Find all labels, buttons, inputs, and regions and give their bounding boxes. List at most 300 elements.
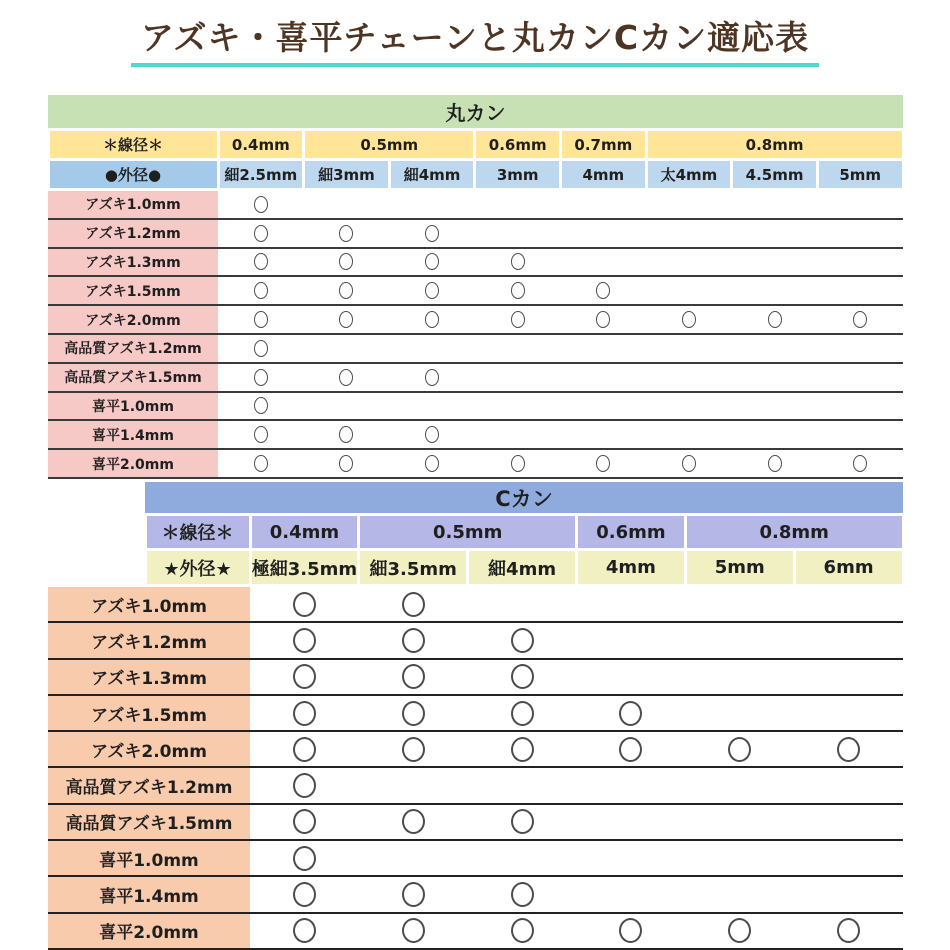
- empty-cell: [646, 191, 732, 218]
- wire-group-label: 0.6mm: [578, 516, 684, 548]
- empty-cell: [794, 696, 903, 730]
- compatibility-mark-cell: [389, 421, 475, 448]
- empty-cell: [561, 249, 647, 276]
- ckan-table-title: Cカン: [145, 482, 903, 513]
- circle-mark-icon: [425, 253, 439, 270]
- compatibility-mark-cell: [561, 277, 647, 304]
- marukan-table-title: 丸カン: [48, 95, 903, 128]
- empty-cell: [732, 220, 818, 247]
- empty-cell: [577, 623, 686, 657]
- circle-mark-icon: [339, 455, 353, 472]
- chain-row-label: アズキ2.0mm: [48, 732, 250, 766]
- compatibility-mark-cell: [359, 623, 468, 657]
- circle-mark-icon: [511, 253, 525, 270]
- circle-mark-icon: [339, 426, 353, 443]
- wire-group-cell: [646, 131, 903, 158]
- table-row: [48, 732, 903, 768]
- wire-group-label: 0.4mm: [252, 516, 358, 548]
- circle-mark-icon: [402, 628, 425, 653]
- compatibility-mark-cell: [250, 623, 359, 657]
- empty-cell: [646, 421, 732, 448]
- circle-mark-icon: [511, 737, 534, 762]
- circle-mark-icon: [339, 253, 353, 270]
- page-title: アズキ・喜平チェーンと丸カンCカン適応表: [131, 12, 819, 67]
- circle-mark-icon: [596, 282, 610, 299]
- empty-cell: [475, 393, 561, 420]
- compatibility-mark-cell: [389, 220, 475, 247]
- compatibility-mark-cell: [304, 421, 390, 448]
- empty-cell: [475, 421, 561, 448]
- empty-cell: [817, 220, 903, 247]
- outer-size-label: 3mm: [476, 161, 559, 188]
- empty-cell: [817, 249, 903, 276]
- empty-cell: [794, 623, 903, 657]
- chain-row-label: 高品質アズキ1.5mm: [48, 364, 218, 391]
- empty-cell: [475, 364, 561, 391]
- compatibility-mark-cell: [389, 450, 475, 477]
- compatibility-mark-cell: [468, 805, 577, 839]
- chain-row-label: 喜平1.0mm: [48, 393, 218, 420]
- compatibility-mark-cell: [475, 306, 561, 333]
- compatibility-mark-cell: [359, 696, 468, 730]
- outer-diameter-label-text: ●外径●: [50, 161, 217, 188]
- circle-mark-icon: [511, 882, 534, 907]
- empty-cell: [794, 805, 903, 839]
- ckan-outer-diameter-row: [145, 551, 903, 584]
- circle-mark-icon: [728, 737, 751, 762]
- empty-cell: [561, 421, 647, 448]
- outer-size-label: 5mm: [819, 161, 902, 188]
- circle-mark-icon: [837, 918, 860, 943]
- empty-cell: [646, 364, 732, 391]
- chain-row-label: 高品質アズキ1.2mm: [48, 768, 250, 802]
- ckan-table-body: [48, 587, 903, 950]
- table-row: [48, 335, 903, 364]
- outer-size-cell: [817, 161, 903, 188]
- empty-cell: [561, 191, 647, 218]
- compatibility-mark-cell: [646, 450, 732, 477]
- outer-size-cell: [794, 551, 903, 584]
- empty-cell: [646, 335, 732, 362]
- compatibility-mark-cell: [250, 732, 359, 766]
- compatibility-mark-cell: [218, 335, 304, 362]
- compatibility-mark-cell: [250, 914, 359, 948]
- empty-cell: [685, 805, 794, 839]
- circle-mark-icon: [254, 253, 268, 270]
- compatibility-mark-cell: [359, 805, 468, 839]
- circle-mark-icon: [425, 311, 439, 328]
- circle-mark-icon: [293, 592, 316, 617]
- wire-diameter-label: [48, 131, 218, 158]
- circle-mark-icon: [425, 282, 439, 299]
- wire-group-label: 0.6mm: [476, 131, 559, 158]
- wire-group-cell: [561, 131, 647, 158]
- compatibility-mark-cell: [218, 306, 304, 333]
- circle-mark-icon: [402, 737, 425, 762]
- wire-diameter-label-text: ＊線径＊: [50, 131, 217, 158]
- table-row: [48, 364, 903, 393]
- empty-cell: [685, 696, 794, 730]
- circle-mark-icon: [254, 311, 268, 328]
- circle-mark-icon: [425, 225, 439, 242]
- compatibility-mark-cell: [468, 660, 577, 694]
- circle-mark-icon: [339, 311, 353, 328]
- compatibility-mark-cell: [577, 696, 686, 730]
- compatibility-mark-cell: [685, 732, 794, 766]
- compatibility-mark-cell: [577, 732, 686, 766]
- circle-mark-icon: [511, 455, 525, 472]
- circle-mark-icon: [254, 455, 268, 472]
- chain-row-label: アズキ1.5mm: [48, 277, 218, 304]
- circle-mark-icon: [293, 882, 316, 907]
- empty-cell: [561, 364, 647, 391]
- circle-mark-icon: [511, 282, 525, 299]
- circle-mark-icon: [768, 455, 782, 472]
- empty-cell: [304, 335, 390, 362]
- compatibility-mark-cell: [468, 914, 577, 948]
- circle-mark-icon: [511, 809, 534, 834]
- table-row: [48, 249, 903, 278]
- empty-cell: [732, 393, 818, 420]
- compatibility-mark-cell: [250, 660, 359, 694]
- compatibility-mark-cell: [304, 277, 390, 304]
- empty-cell: [561, 393, 647, 420]
- outer-size-label: 5mm: [687, 551, 793, 584]
- empty-cell: [468, 768, 577, 802]
- circle-mark-icon: [254, 225, 268, 242]
- wire-group-cell: [218, 131, 304, 158]
- compatibility-mark-cell: [218, 450, 304, 477]
- circle-mark-icon: [425, 369, 439, 386]
- outer-size-label: 細3.5mm: [360, 551, 466, 584]
- empty-cell: [732, 364, 818, 391]
- circle-mark-icon: [768, 311, 782, 328]
- empty-cell: [685, 768, 794, 802]
- chain-row-label: 喜平2.0mm: [48, 914, 250, 948]
- empty-cell: [685, 841, 794, 875]
- circle-mark-icon: [425, 455, 439, 472]
- empty-cell: [304, 393, 390, 420]
- circle-mark-icon: [425, 426, 439, 443]
- wire-group-label: 0.7mm: [562, 131, 645, 158]
- chain-row-label: 高品質アズキ1.2mm: [48, 335, 218, 362]
- wire-group-cell: [250, 516, 359, 548]
- circle-mark-icon: [682, 455, 696, 472]
- compatibility-mark-cell: [218, 249, 304, 276]
- compatibility-mark-cell: [250, 877, 359, 911]
- compatibility-mark-cell: [468, 732, 577, 766]
- empty-cell: [389, 191, 475, 218]
- compatibility-mark-cell: [817, 306, 903, 333]
- empty-cell: [817, 421, 903, 448]
- compatibility-mark-cell: [359, 877, 468, 911]
- chain-row-label: アズキ1.3mm: [48, 249, 218, 276]
- outer-size-label: 細4mm: [469, 551, 575, 584]
- table-row: [48, 277, 903, 306]
- circle-mark-icon: [511, 701, 534, 726]
- circle-mark-icon: [511, 664, 534, 689]
- circle-mark-icon: [254, 369, 268, 386]
- empty-cell: [475, 220, 561, 247]
- wire-group-cell: [685, 516, 903, 548]
- wire-group-cell: [359, 516, 577, 548]
- outer-size-label: 細3mm: [305, 161, 388, 188]
- empty-cell: [646, 277, 732, 304]
- empty-cell: [359, 768, 468, 802]
- circle-mark-icon: [619, 737, 642, 762]
- table-row: [48, 191, 903, 220]
- chain-row-label: アズキ1.5mm: [48, 696, 250, 730]
- compatibility-mark-cell: [359, 587, 468, 621]
- compatibility-mark-cell: [218, 277, 304, 304]
- circle-mark-icon: [402, 882, 425, 907]
- empty-cell: [685, 623, 794, 657]
- empty-cell: [359, 841, 468, 875]
- outer-size-label: 4mm: [578, 551, 684, 584]
- circle-mark-icon: [402, 701, 425, 726]
- outer-size-cell: [732, 161, 818, 188]
- compatibility-mark-cell: [304, 450, 390, 477]
- ckan-table-header: [145, 482, 903, 587]
- compatibility-mark-cell: [250, 805, 359, 839]
- compatibility-mark-cell: [304, 249, 390, 276]
- circle-mark-icon: [853, 455, 867, 472]
- table-row: [48, 421, 903, 450]
- table-row: [48, 220, 903, 249]
- empty-cell: [732, 191, 818, 218]
- outer-size-cell: [304, 161, 390, 188]
- circle-mark-icon: [293, 846, 316, 871]
- empty-cell: [817, 277, 903, 304]
- chain-row-label: アズキ1.2mm: [48, 220, 218, 247]
- compatibility-mark-cell: [250, 768, 359, 802]
- chain-row-label: アズキ1.2mm: [48, 623, 250, 657]
- table-row: [48, 306, 903, 335]
- outer-size-cell: [577, 551, 686, 584]
- empty-cell: [646, 249, 732, 276]
- circle-mark-icon: [619, 701, 642, 726]
- compatibility-mark-cell: [561, 450, 647, 477]
- circle-mark-icon: [402, 592, 425, 617]
- circle-mark-icon: [293, 918, 316, 943]
- compatibility-mark-cell: [577, 914, 686, 948]
- empty-cell: [685, 877, 794, 911]
- empty-cell: [304, 191, 390, 218]
- circle-mark-icon: [402, 809, 425, 834]
- compatibility-mark-cell: [468, 696, 577, 730]
- wire-group-label: 0.5mm: [360, 516, 575, 548]
- wire-group-label: 0.4mm: [220, 131, 303, 158]
- chain-row-label: アズキ2.0mm: [48, 306, 218, 333]
- chain-row-label: 喜平1.0mm: [48, 841, 250, 875]
- chain-row-label: 高品質アズキ1.5mm: [48, 805, 250, 839]
- circle-mark-icon: [619, 918, 642, 943]
- circle-mark-icon: [293, 737, 316, 762]
- outer-size-cell: [468, 551, 577, 584]
- outer-size-label: 4mm: [562, 161, 645, 188]
- table-row: [48, 841, 903, 877]
- chain-row-label: アズキ1.0mm: [48, 587, 250, 621]
- outer-diameter-label: [48, 161, 218, 188]
- marukan-table: [48, 95, 903, 479]
- empty-cell: [794, 877, 903, 911]
- compatibility-mark-cell: [389, 277, 475, 304]
- table-row: [48, 660, 903, 696]
- empty-cell: [577, 877, 686, 911]
- table-row: [48, 696, 903, 732]
- circle-mark-icon: [339, 282, 353, 299]
- empty-cell: [646, 220, 732, 247]
- compatibility-mark-cell: [218, 421, 304, 448]
- wire-group-label: 0.5mm: [305, 131, 473, 158]
- compatibility-mark-cell: [475, 277, 561, 304]
- outer-size-label: 細2.5mm: [220, 161, 303, 188]
- circle-mark-icon: [682, 311, 696, 328]
- outer-size-label: 6mm: [796, 551, 902, 584]
- outer-size-label: 4.5mm: [733, 161, 816, 188]
- compatibility-mark-cell: [389, 364, 475, 391]
- empty-cell: [794, 768, 903, 802]
- circle-mark-icon: [837, 737, 860, 762]
- empty-cell: [577, 587, 686, 621]
- compatibility-mark-cell: [218, 220, 304, 247]
- marukan-table-body: [48, 191, 903, 479]
- marukan-wire-diameter-row: [48, 131, 903, 158]
- outer-size-label: 細4mm: [391, 161, 474, 188]
- circle-mark-icon: [254, 196, 268, 213]
- circle-mark-icon: [254, 282, 268, 299]
- empty-cell: [732, 421, 818, 448]
- empty-cell: [389, 393, 475, 420]
- empty-cell: [475, 191, 561, 218]
- compatibility-mark-cell: [218, 393, 304, 420]
- circle-mark-icon: [402, 664, 425, 689]
- compatibility-mark-cell: [250, 696, 359, 730]
- outer-size-cell: [646, 161, 732, 188]
- circle-mark-icon: [596, 311, 610, 328]
- compatibility-mark-cell: [732, 450, 818, 477]
- empty-cell: [389, 335, 475, 362]
- empty-cell: [475, 335, 561, 362]
- table-row: [48, 623, 903, 659]
- circle-mark-icon: [511, 918, 534, 943]
- compatibility-mark-cell: [359, 732, 468, 766]
- compatibility-mark-cell: [389, 249, 475, 276]
- compatibility-mark-cell: [475, 450, 561, 477]
- compatibility-mark-cell: [475, 249, 561, 276]
- empty-cell: [468, 841, 577, 875]
- circle-mark-icon: [728, 918, 751, 943]
- outer-size-cell: [561, 161, 647, 188]
- table-row: [48, 393, 903, 422]
- circle-mark-icon: [254, 397, 268, 414]
- circle-mark-icon: [511, 311, 525, 328]
- empty-cell: [577, 768, 686, 802]
- compatibility-mark-cell: [646, 306, 732, 333]
- circle-mark-icon: [596, 455, 610, 472]
- wire-group-cell: [475, 131, 561, 158]
- compatibility-mark-cell: [304, 364, 390, 391]
- empty-cell: [577, 805, 686, 839]
- outer-diameter-label-text: ★外径★: [147, 551, 249, 584]
- circle-mark-icon: [339, 369, 353, 386]
- empty-cell: [561, 335, 647, 362]
- title-bar: [0, 12, 950, 67]
- chain-row-label: アズキ1.0mm: [48, 191, 218, 218]
- compatibility-mark-cell: [250, 841, 359, 875]
- circle-mark-icon: [254, 426, 268, 443]
- circle-mark-icon: [853, 311, 867, 328]
- compatibility-mark-cell: [794, 732, 903, 766]
- compatibility-mark-cell: [685, 914, 794, 948]
- empty-cell: [646, 393, 732, 420]
- compatibility-mark-cell: [732, 306, 818, 333]
- empty-cell: [817, 335, 903, 362]
- marukan-outer-diameter-row: [48, 161, 903, 188]
- circle-mark-icon: [293, 628, 316, 653]
- outer-size-cell: [359, 551, 468, 584]
- compatibility-mark-cell: [304, 306, 390, 333]
- compatibility-mark-cell: [389, 306, 475, 333]
- table-row: [48, 914, 903, 950]
- circle-mark-icon: [293, 664, 316, 689]
- empty-cell: [794, 660, 903, 694]
- empty-cell: [577, 841, 686, 875]
- compatibility-mark-cell: [218, 191, 304, 218]
- wire-diameter-label: [145, 516, 250, 548]
- chain-row-label: 喜平1.4mm: [48, 421, 218, 448]
- table-row: [48, 805, 903, 841]
- wire-group-cell: [304, 131, 475, 158]
- empty-cell: [685, 587, 794, 621]
- table-row: [48, 877, 903, 913]
- empty-cell: [732, 335, 818, 362]
- outer-size-label: 極細3.5mm: [252, 551, 358, 584]
- empty-cell: [577, 660, 686, 694]
- circle-mark-icon: [293, 773, 316, 798]
- compatibility-mark-cell: [468, 623, 577, 657]
- compatibility-mark-cell: [359, 660, 468, 694]
- table-row: [48, 768, 903, 804]
- empty-cell: [468, 587, 577, 621]
- circle-mark-icon: [511, 628, 534, 653]
- wire-group-label: 0.8mm: [687, 516, 902, 548]
- chain-row-label: 喜平2.0mm: [48, 450, 218, 477]
- empty-cell: [817, 364, 903, 391]
- compatibility-mark-cell: [817, 450, 903, 477]
- circle-mark-icon: [293, 809, 316, 834]
- chain-row-label: アズキ1.3mm: [48, 660, 250, 694]
- outer-size-label: 太4mm: [648, 161, 731, 188]
- circle-mark-icon: [293, 701, 316, 726]
- compatibility-mark-cell: [468, 877, 577, 911]
- compatibility-mark-cell: [218, 364, 304, 391]
- compatibility-mark-cell: [794, 914, 903, 948]
- table-row: [48, 450, 903, 479]
- outer-size-cell: [475, 161, 561, 188]
- circle-mark-icon: [339, 225, 353, 242]
- empty-cell: [794, 841, 903, 875]
- empty-cell: [817, 191, 903, 218]
- outer-size-cell: [389, 161, 475, 188]
- empty-cell: [561, 220, 647, 247]
- compatibility-mark-cell: [561, 306, 647, 333]
- compatibility-mark-cell: [250, 587, 359, 621]
- table-row: [48, 587, 903, 623]
- outer-diameter-label: [145, 551, 250, 584]
- circle-mark-icon: [254, 340, 268, 357]
- empty-cell: [685, 660, 794, 694]
